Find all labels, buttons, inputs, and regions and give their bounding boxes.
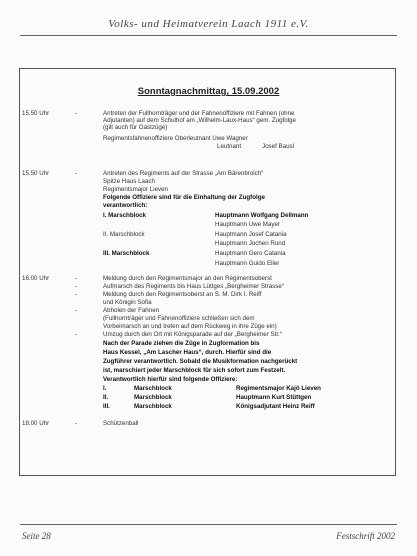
dash: - xyxy=(75,283,78,290)
schedule-line-bold: Haus Kessel, „Am Lascher Haus“, durch. Hierfür sind die xyxy=(103,349,272,356)
block-number: II. xyxy=(103,394,109,401)
dash: - xyxy=(75,110,78,117)
schedule-line: (Fullhornträger und Fahnenoffiziere schließen sich dem xyxy=(103,315,255,322)
time-label: 15.50 Uhr xyxy=(22,170,50,177)
officer-entry: Hauptmann Josef Catania xyxy=(215,231,287,238)
publication-name: Festschrift 2002 xyxy=(336,531,395,541)
time-label: 16.00 Uhr xyxy=(22,275,50,282)
schedule-line: Meldung durch den Regimentsmajor an den Regimentsoberst xyxy=(103,275,272,282)
schedule-line: Antreten der Fullhornträger und der Fahnenoffiziere mit Fahnen (ohne xyxy=(103,110,295,117)
marschblock-label: II. Marschblock xyxy=(103,231,145,238)
schedule-line-bold: verantwortlich: xyxy=(103,202,148,209)
page-number: Seite 28 xyxy=(22,531,51,541)
schedule-title: Sonntagnachmittag, 15.09.2002 xyxy=(137,86,280,97)
officer-entry: Hauptmann Kurt Stüttgen xyxy=(236,394,312,401)
schedule-line: Aufmarsch des Regiments bis Haus Lüttges „Bergheimer Strasse“ xyxy=(103,283,284,290)
marschblock-label: I. Marschblock xyxy=(103,212,146,219)
schedule-line: Abholen der Fahnen xyxy=(103,307,160,314)
schedule-line: (gilt auch für Gastzüge) xyxy=(103,124,168,131)
dash: - xyxy=(75,291,78,298)
footer-divider xyxy=(20,524,397,525)
marschblock-label: Marschblock xyxy=(134,403,172,410)
officer-entry: Königsadjutant Heinz Reiff xyxy=(236,403,315,410)
schedule-line: Vorbeimarsch an und treten auf dem Rückweg in ihre Züge ein) xyxy=(103,323,277,330)
officer-entry: Hauptmann Jochen Rund xyxy=(215,240,286,247)
marschblock-label: Marschblock xyxy=(134,394,172,401)
block-number: I. xyxy=(103,385,107,392)
officer-entry: Hauptmann Uwe Mayer xyxy=(215,221,280,228)
schedule-line: Regimentsmajor Lieven xyxy=(103,186,168,193)
schedule-line: Meldung durch den Regimentsoberst an S. M. Dirk I. Reiff xyxy=(103,291,262,298)
officer-rank: Leutnant xyxy=(217,143,242,150)
time-label: 18.00 Uhr xyxy=(22,420,50,427)
officer-entry: Hauptmann Guido Eller xyxy=(215,260,280,267)
schedule-line: Schützenball xyxy=(103,420,139,427)
schedule-frame xyxy=(19,68,396,476)
dash: - xyxy=(75,420,78,427)
time-label: 15.50 Uhr xyxy=(22,110,50,117)
schedule-line-bold: Folgende Offiziere sind für die Einhaltung der Zugfolge xyxy=(103,194,265,201)
officer-entry: Hauptmann Gero Catania xyxy=(215,250,286,257)
schedule-line: Regimentsfahnenoffiziere Oberleutnant Uwe Wagner xyxy=(103,135,248,142)
marschblock-label: III. Marschblock xyxy=(103,250,150,257)
officer-entry: Regimentsmajor Kajö Lieven xyxy=(236,385,321,392)
dash: - xyxy=(75,275,78,282)
page-header: Volks- und Heimatverein Laach 1911 e.V. xyxy=(108,18,309,30)
schedule-line-bold: Zugführer verantwortlich. Sobald die Musikformation nachgerückt xyxy=(103,358,298,365)
schedule-line: Umzug durch den Ort mit Königsparade auf der „Bergheimer Str.“ xyxy=(103,331,282,338)
schedule-line: und Königin Sofia xyxy=(103,299,152,306)
schedule-line-bold: ist, marschiert jeder Marschblock für sich sofort zum Festzelt. xyxy=(103,367,286,374)
schedule-line: Antreten des Regiments auf der Strasse „Am Bärenbroich“ xyxy=(103,170,264,177)
schedule-line: Spitze Haus Laach xyxy=(103,178,155,185)
officer-entry: Hauptmann Wolfgang Dellmann xyxy=(215,212,309,219)
header-divider xyxy=(20,35,397,36)
block-number: III. xyxy=(103,403,110,410)
marschblock-label: Marschblock xyxy=(134,385,172,392)
dash: - xyxy=(75,307,78,314)
schedule-line: Adjutanten) auf dem Schulhof am „Wilhelm-Laux-Haus“ gem. Zugfolge xyxy=(103,117,296,124)
schedule-line-bold: Verantwortlich hierfür sind folgende Offiziere: xyxy=(103,376,238,383)
dash: - xyxy=(75,170,78,177)
dash: - xyxy=(75,331,78,338)
schedule-line-bold: Nach der Parade ziehen die Züge in Zugformation bis xyxy=(103,340,260,347)
officer-name: Josef Bausl xyxy=(262,143,294,150)
